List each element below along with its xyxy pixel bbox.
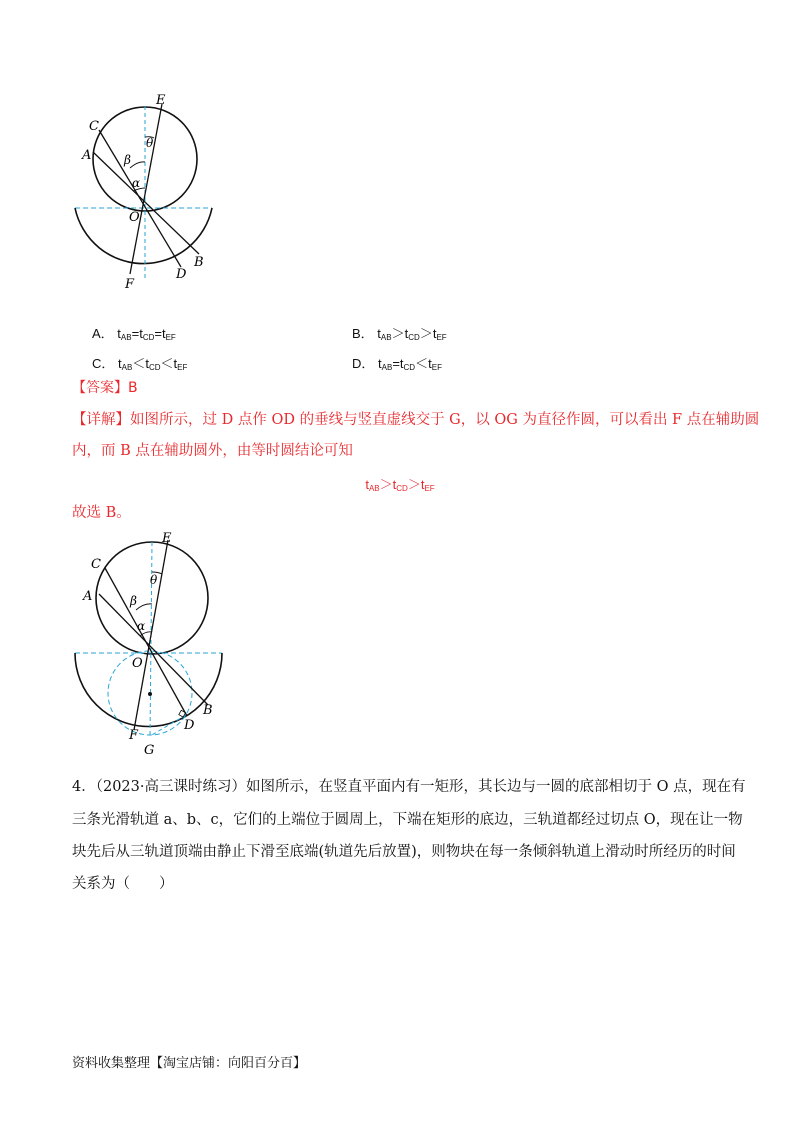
label-beta: β bbox=[130, 594, 137, 608]
figure-2 bbox=[70, 530, 230, 760]
auxiliary-center-dot bbox=[148, 692, 152, 696]
angle-arc-beta bbox=[130, 162, 145, 168]
label-beta: β bbox=[124, 153, 131, 167]
question-4-line-1: 4．（2023·高三课时练习）如图所示，在竖直平面内有一矩形，其长边与一圆的底部相切于 O 点，现在有 bbox=[72, 779, 746, 795]
label-e: E bbox=[156, 93, 166, 108]
question-4-line-3: 块先后从三轨道顶端由静止下滑至底端(轨道先后放置)，则物块在每一条倾斜轨道上滑动时所经历的时间 bbox=[72, 844, 736, 860]
label-b: B bbox=[194, 255, 204, 270]
label-f: F bbox=[129, 728, 139, 743]
label-a: A bbox=[83, 589, 93, 604]
label-alpha: α bbox=[132, 176, 141, 190]
label-o: O bbox=[132, 656, 143, 671]
label-c: C bbox=[89, 119, 99, 134]
label-o: O bbox=[129, 210, 140, 225]
option-c[interactable]: C． $t_{AB}<t_{CD}<t_{EF}$ bbox=[92, 356, 188, 372]
lower-semicircle bbox=[75, 653, 222, 727]
detail-line-1: 【详解】如图所示，过 D 点作 OD 的垂线与竖直虚线交于 G，以 OG 为直径作圆，可以看出 F 点在辅助圆 bbox=[72, 412, 760, 428]
label-theta: θ bbox=[150, 573, 158, 587]
detail-conclusion: 故选 B。 bbox=[72, 505, 131, 521]
label-b: B bbox=[203, 703, 213, 718]
figure-1 bbox=[66, 92, 226, 292]
line-ab bbox=[99, 594, 208, 705]
label-e: E bbox=[162, 531, 172, 546]
label-f: F bbox=[125, 277, 135, 292]
detail-line-2: 内，而 B 点在辅助圆外，由等时圆结论可知 bbox=[72, 443, 353, 459]
detail-formula: $t_{AB}>t_{CD}>t_{EF}$ bbox=[365, 477, 435, 493]
label-g: G bbox=[144, 743, 155, 758]
label-alpha: α bbox=[137, 619, 146, 633]
angle-arc-beta bbox=[136, 604, 152, 610]
label-theta: θ bbox=[146, 136, 154, 150]
option-d[interactable]: D． $t_{AB}=t_{CD}<t_{EF}$ bbox=[352, 356, 442, 372]
label-c: C bbox=[91, 557, 101, 572]
lower-semicircle bbox=[75, 208, 212, 264]
footer-source: 资料收集整理【淘宝店铺：向阳百分百】 bbox=[72, 1056, 307, 1071]
label-d: D bbox=[184, 718, 195, 733]
answer-line: 【答案】B bbox=[72, 380, 138, 396]
question-4-line-2: 三条光滑轨道 a、b、c，它们的上端位于圆周上，下端在矩形的底边，三轨道都经过切点 O，现在让一物 bbox=[72, 812, 743, 828]
label-a: A bbox=[82, 148, 92, 163]
line-ab bbox=[93, 152, 199, 254]
label-d: D bbox=[176, 267, 187, 282]
question-4-line-4: 关系为（ ） bbox=[72, 876, 174, 892]
option-b[interactable]: B． $t_{AB}>t_{CD}>t_{EF}$ bbox=[352, 326, 447, 342]
option-a[interactable]: A． $t_{AB}=t_{CD}=t_{EF}$ bbox=[92, 326, 176, 342]
